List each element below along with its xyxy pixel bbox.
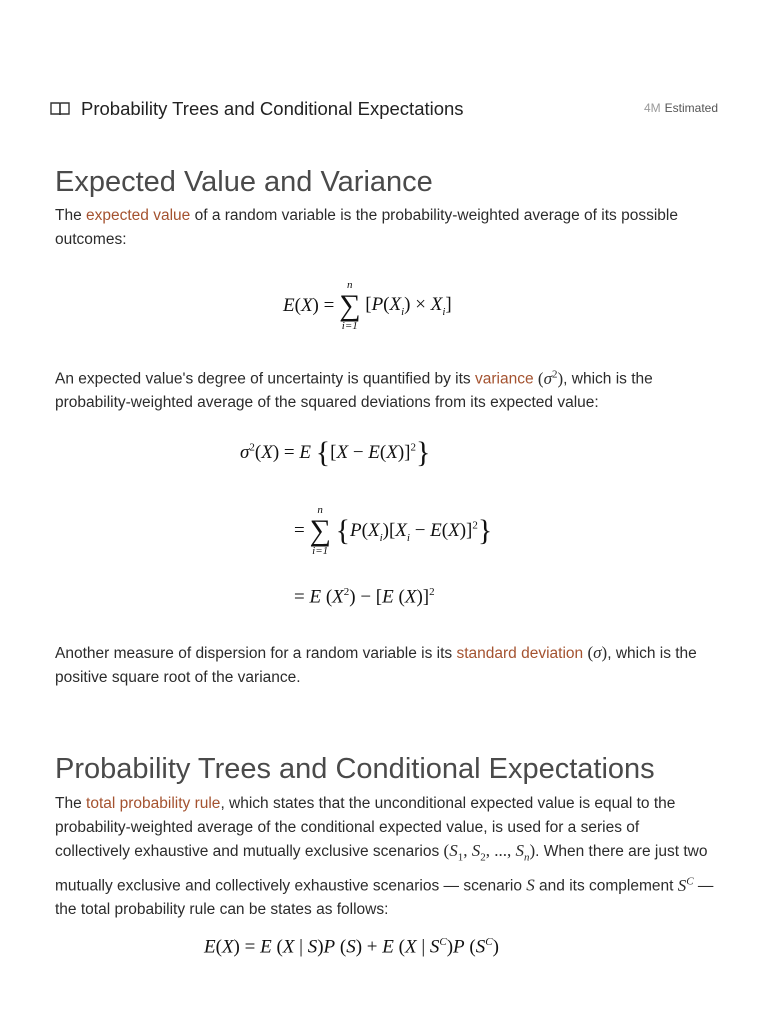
section-heading-expected-value: Expected Value and Variance [55,166,433,198]
sigma-squared-symbol: $(\sigma^2)$ [537,368,564,388]
paragraph-total-probability [55,792,715,922]
complement-symbol: $S^C$ [677,874,694,895]
variance-link[interactable]: variance [475,370,534,388]
text: — the total probability rule can be states as follows: [55,877,714,919]
book-icon [50,101,70,117]
article-title: Probability Trees and Conditional Expectations [81,98,464,119]
section-heading-probability-trees: Probability Trees and Conditional Expectations [55,753,655,785]
article-header [50,96,718,124]
total-probability-rule-link[interactable]: total probability rule [86,795,221,812]
text: An expected value's degree of uncertainty is quantified by its [55,370,475,388]
text: The [55,795,87,812]
text: , which is the positive square root of the variance. [55,645,697,686]
paragraph-expected-value [55,204,715,251]
expected-value-formula: E(X) = n ∑ i=1 $[P(X_i) \times X_i]$ [283,279,452,332]
total-probability-formula: E(X) = E (X | S)P (S) + E (X | $S^C)P$ $(S^C)$ [204,936,499,958]
read-time-value: 4M [643,101,661,115]
text: The [55,207,87,224]
text: Another measure of dispersion for a random variable is its [55,645,457,662]
text: . When there are just two mutually exclusive and collectively exhaustive scenarios — scenario [55,843,708,895]
variance-formula-line-2: = n ∑ i=1 $\{P(X_i)[X_i - E(X)]^2\}$ [294,504,493,557]
text: , which states that the unconditional expected value is equal to the probability-weighted average of the conditional expected value, is used for a series of collectively exhaustive and mutually exclusive scenarios [55,795,676,860]
sigma-symbol: (σ) [587,643,608,662]
standard-deviation-link[interactable]: standard deviation [456,645,584,662]
read-time-label: Estimated [664,101,718,115]
text: of a random variable is the probability-weighted average of its possible outcomes: [55,207,678,248]
scenario-s-symbol: S [526,875,535,895]
read-time [644,101,718,115]
paragraph-variance [55,363,715,415]
paragraph-standard-deviation [55,641,715,689]
text: and its complement [534,877,678,895]
variance-formula-line-3: = E $(X^2) - [E$ (X)]$^2$ [294,586,435,608]
scenarios-set-symbol: ($S_1$, $S_2$, ..., $S_n$) [443,841,536,864]
variance-formula-line-1: $\sigma^2(X) = E$ $\{[X - E(X)]^2\}$ [240,436,431,469]
expected-value-link[interactable]: expected value [86,207,191,224]
text: , which is the probability-weighted average of the squared deviations from its expected value: [55,370,653,412]
